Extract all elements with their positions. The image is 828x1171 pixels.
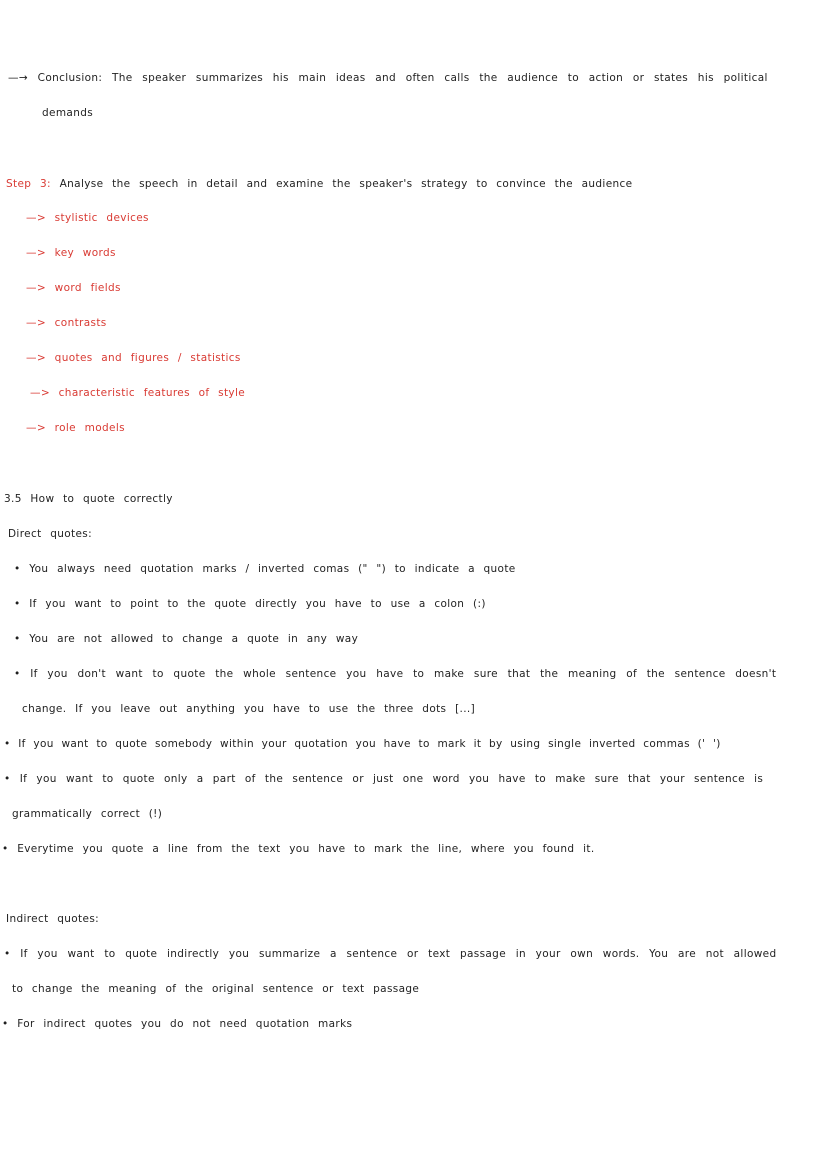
direct-quote-rule-6-cont: grammatically correct (!) <box>12 808 163 820</box>
direct-quote-rule-2: • If you want to point to the quote directly you have to use a colon (:) <box>14 598 486 610</box>
direct-quote-rule-4: • If you don't want to quote the whole sentence you have to make sure that the meaning of the sentence doesn't <box>14 668 777 680</box>
direct-quote-rule-5: • If you want to quote somebody within your quotation you have to mark it by using single inverted commas (' ') <box>4 738 721 750</box>
conclusion-line-1: —→ Conclusion: The speaker summarizes his main ideas and often calls the audience to action or states his political <box>8 72 768 84</box>
indirect-quotes-heading: Indirect quotes: <box>6 913 100 925</box>
direct-quote-rule-4-cont: change. If you leave out anything you have to use the three dots [...] <box>22 703 476 715</box>
step3-item-quotes-figures: —> quotes and figures / statistics <box>26 352 241 364</box>
step3-item-role-models: —> role models <box>26 422 125 434</box>
step3-item-characteristic-features: —> characteristic features of style <box>30 387 246 399</box>
conclusion-line-2: demands <box>42 107 94 119</box>
indirect-quote-rule-2: • For indirect quotes you do not need quotation marks <box>2 1018 353 1030</box>
direct-quote-rule-3: • You are not allowed to change a quote in any way <box>14 633 359 645</box>
step3-item-contrasts: —> contrasts <box>26 317 107 329</box>
direct-quote-rule-1: • You always need quotation marks / inverted comas (" ") to indicate a quote <box>14 563 516 575</box>
step3-item-word-fields: —> word fields <box>26 282 121 294</box>
step3-line <box>6 177 632 191</box>
direct-quotes-heading: Direct quotes: <box>8 528 93 540</box>
step3-item-key-words: —> key words <box>26 247 116 259</box>
indirect-quote-rule-1-cont: to change the meaning of the original sentence or text passage <box>12 983 420 995</box>
indirect-quote-rule-1: • If you want to quote indirectly you summarize a sentence or text passage in your own words. You are not allowed <box>4 948 777 960</box>
direct-quote-rule-7: • Everytime you quote a line from the text you have to mark the line, where you found it. <box>2 843 595 855</box>
step3-label: Step 3: <box>6 178 51 190</box>
section-heading: 3.5 How to quote correctly <box>4 493 173 505</box>
step3-item-stylistic-devices: —> stylistic devices <box>26 212 149 224</box>
step3-text: Analyse the speech in detail and examine the speaker's strategy to convince the audience <box>59 178 633 190</box>
direct-quote-rule-6: • If you want to quote only a part of the sentence or just one word you have to make sure that your sentence is <box>4 773 764 785</box>
